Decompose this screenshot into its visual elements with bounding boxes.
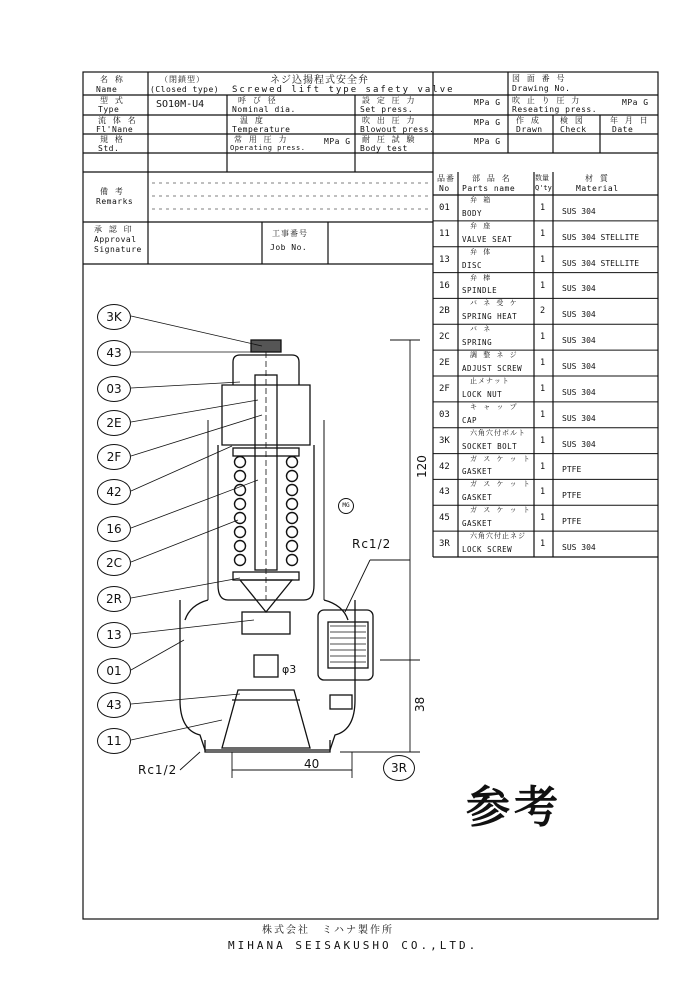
dimension-width: 40 xyxy=(304,757,320,771)
callout-43: 43 xyxy=(97,340,131,366)
part-name-jp: ガ ス ケ ッ ト xyxy=(470,480,531,489)
callout-3R: 3R xyxy=(383,755,415,781)
part-qty: 1 xyxy=(540,358,546,369)
reference-stamp: 参考 xyxy=(466,782,562,833)
parts-qty-header-jp: 数量 xyxy=(535,174,549,182)
part-material: SUS 304 STELLITE xyxy=(562,232,640,242)
cap-knurl xyxy=(251,340,281,352)
part-material: PTFE xyxy=(562,491,582,501)
part-no: 45 xyxy=(439,513,450,524)
part-name-jp: 弁 体 xyxy=(470,247,492,256)
part-material: PTFE xyxy=(562,465,582,475)
part-no: 42 xyxy=(439,461,450,472)
drawing-no-label-en: Drawing No. xyxy=(512,84,571,93)
part-material: SUS 304 xyxy=(562,439,596,449)
type-label-en: Type xyxy=(98,105,120,114)
set-press-unit: MPa G xyxy=(474,98,501,107)
port-top-label: Rc1/2 xyxy=(352,537,392,551)
name-value-en-2: Screwed lift type safety valve xyxy=(232,85,455,95)
part-name-jp: ガ ス ケ ッ ト xyxy=(470,454,531,463)
part-qty: 1 xyxy=(540,228,546,239)
remarks-label-jp: 備 考 xyxy=(100,187,124,196)
parts-name-header-en: Parts name xyxy=(462,184,516,193)
dimension-height: 120 xyxy=(415,455,429,478)
bore-label: φ3 xyxy=(282,663,297,676)
part-material: SUS 304 xyxy=(562,206,596,216)
part-name-jp: 六角穴付止ネジ xyxy=(470,532,526,541)
body-test-label-en: Body test xyxy=(360,144,408,153)
name-label-en: Name xyxy=(96,85,118,94)
part-name-jp: バ ネ xyxy=(470,325,492,334)
approval-label-en2: Signature xyxy=(94,245,142,254)
set-press-label-en: Set press. xyxy=(360,105,414,114)
parts-qty-header-en: Q'ty xyxy=(535,184,552,192)
drawn-label-jp: 作 成 xyxy=(516,116,540,125)
part-material: SUS 304 xyxy=(562,310,596,320)
part-name-en: GASKET xyxy=(462,467,493,477)
nominal-label-jp: 呼 び 径 xyxy=(238,96,277,105)
part-qty: 2 xyxy=(540,306,546,317)
callout-43: 43 xyxy=(97,692,131,718)
parts-no-header-jp: 品番 xyxy=(437,174,455,183)
part-qty: 1 xyxy=(540,280,546,291)
approval-label-en1: Approval xyxy=(94,235,137,244)
part-qty: 1 xyxy=(540,409,546,420)
part-qty: 1 xyxy=(540,383,546,394)
callout-11: 11 xyxy=(97,728,131,754)
part-name-jp: キ ャ ッ プ xyxy=(470,402,518,411)
material-seal: MG xyxy=(338,498,354,514)
parts-no-header-en: No xyxy=(439,184,450,193)
part-name-en: DISC xyxy=(462,260,483,270)
callout-16: 16 xyxy=(97,516,131,542)
part-material: SUS 304 xyxy=(562,362,596,371)
part-name-en: CAP xyxy=(462,415,478,425)
part-name-en: BODY xyxy=(462,208,483,218)
callout-2R: 2R xyxy=(97,586,131,612)
part-qty: 1 xyxy=(540,539,546,550)
oper-label-en: Operating press. xyxy=(230,144,306,152)
part-qty: 1 xyxy=(540,513,546,524)
check-label-en: Check xyxy=(560,125,587,134)
part-no: 3K xyxy=(439,435,450,446)
part-name-en: GASKET xyxy=(462,519,493,529)
part-no: 11 xyxy=(439,228,450,239)
std-label-jp: 規 格 xyxy=(100,135,124,144)
blowdown-unit: MPa G xyxy=(474,118,501,127)
reseat-label-en: Reseating press. xyxy=(512,105,598,114)
part-no: 2C xyxy=(439,332,450,343)
blowdown-label-en: Blowout press. xyxy=(360,125,435,134)
part-name-jp: 弁 箱 xyxy=(470,196,492,204)
part-name-jp: ガ ス ケ ッ ト xyxy=(470,506,531,515)
part-name-en: SPINDLE xyxy=(462,286,498,296)
callout-3K: 3K xyxy=(97,304,131,330)
blowdown-label-jp: 吹 出 圧 力 xyxy=(362,116,416,125)
part-no: 3R xyxy=(439,539,450,550)
part-no: 43 xyxy=(439,487,450,498)
reseat-label-jp: 吹 止 り 圧 力 xyxy=(512,96,581,105)
part-qty: 1 xyxy=(540,435,546,446)
part-name-en: ADJUST SCREW xyxy=(462,364,523,373)
drawn-label-en: Drawn xyxy=(516,125,543,134)
oper-label-jp: 常 用 圧 力 xyxy=(234,135,288,144)
part-material: SUS 304 STELLITE xyxy=(562,258,640,268)
part-name-jp: 六角穴付ボルト xyxy=(470,428,526,437)
date-label-jp: 年 月 日 xyxy=(610,116,649,125)
part-no: 01 xyxy=(439,202,450,213)
part-name-jp: 弁 座 xyxy=(470,221,492,230)
std-label-en: Std. xyxy=(98,144,120,153)
fluid-label-en: Fl'Nane xyxy=(96,125,134,134)
part-no: 2E xyxy=(439,358,450,369)
part-name-en: LOCK SCREW xyxy=(462,545,513,554)
nominal-label-en: Nominal dia. xyxy=(232,105,296,114)
part-name-en: SPRING HEAT xyxy=(462,312,518,322)
part-no: 16 xyxy=(439,280,450,291)
part-material: PTFE xyxy=(562,517,582,527)
drawing-no-label-jp: 図 面 番 号 xyxy=(512,74,566,83)
part-name-en: VALVE SEAT xyxy=(462,234,513,244)
dimension-height-low: 38 xyxy=(413,696,427,712)
check-label-jp: 検 図 xyxy=(560,116,584,125)
part-qty: 1 xyxy=(540,202,546,213)
part-name-en: SPRING xyxy=(462,338,493,348)
callout-13: 13 xyxy=(97,622,131,648)
part-no: 2B xyxy=(439,306,450,317)
reseat-unit: MPa G xyxy=(622,98,649,107)
name-label-jp: 名 称 xyxy=(100,75,124,84)
part-name-en: LOCK NUT xyxy=(462,389,503,399)
date-label-en: Date xyxy=(612,125,634,134)
fluid-label-jp: 流 体 名 xyxy=(98,116,137,125)
part-name-jp: バ ネ 受 ケ xyxy=(470,299,518,308)
parts-mat-header-jp: 材 質 xyxy=(585,174,609,183)
parts-name-header-jp: 部 品 名 xyxy=(472,174,511,183)
callout-03: 03 xyxy=(97,376,131,402)
part-material: SUS 304 xyxy=(562,387,596,397)
part-material: SUS 304 xyxy=(562,413,596,423)
part-name-en: SOCKET BOLT xyxy=(462,441,518,451)
part-qty: 1 xyxy=(540,332,546,343)
part-name-jp: 止メナット xyxy=(470,377,510,385)
callout-01: 01 xyxy=(97,658,131,684)
part-no: 13 xyxy=(439,254,450,265)
parts-mat-header-en: Material xyxy=(576,184,619,193)
temp-label-jp: 温 度 xyxy=(240,116,264,125)
name-value-en-1: (Closed type) xyxy=(150,85,220,94)
job-label-jp: 工事番号 xyxy=(272,229,308,238)
part-qty: 1 xyxy=(540,461,546,472)
remarks-label-en: Remarks xyxy=(96,197,134,206)
approval-label-jp: 承 認 印 xyxy=(94,225,133,234)
company-name-jp: 株式会社 ミハナ製作所 xyxy=(262,925,394,936)
body-test-label-jp: 耐 圧 試 験 xyxy=(362,135,416,144)
part-no: 03 xyxy=(439,409,450,420)
type-label-jp: 型 式 xyxy=(100,96,124,105)
oper-unit: MPa G xyxy=(324,137,351,146)
part-qty: 1 xyxy=(540,487,546,498)
callout-42: 42 xyxy=(97,479,131,505)
port-bottom-label: Rc1/2 xyxy=(138,763,178,777)
temp-label-en: Temperature xyxy=(232,125,291,134)
name-value-jp-2: ネジ込揚程式安全弁 xyxy=(270,75,369,86)
part-no: 2F xyxy=(439,383,450,394)
part-name-en: GASKET xyxy=(462,493,493,503)
part-material: SUS 304 xyxy=(562,543,596,552)
type-value: SO10M-U4 xyxy=(156,99,205,110)
company-name-en: MIHANA SEISAKUSHO CO.,LTD. xyxy=(228,939,479,952)
part-name-jp: 弁 棒 xyxy=(470,273,492,282)
name-value-jp-1: （閉鎖型） xyxy=(160,75,205,84)
part-material: SUS 304 xyxy=(562,284,596,294)
body-test-unit: MPa G xyxy=(474,137,501,146)
set-press-label-jp: 設 定 圧 力 xyxy=(362,96,416,105)
job-label-en: Job No. xyxy=(270,243,308,252)
callout-2F: 2F xyxy=(97,444,131,470)
part-name-jp: 調 整 ネ ジ xyxy=(470,351,518,360)
callout-2E: 2E xyxy=(97,410,131,436)
part-qty: 1 xyxy=(540,254,546,265)
callout-2C: 2C xyxy=(97,550,131,576)
part-material: SUS 304 xyxy=(562,336,596,346)
